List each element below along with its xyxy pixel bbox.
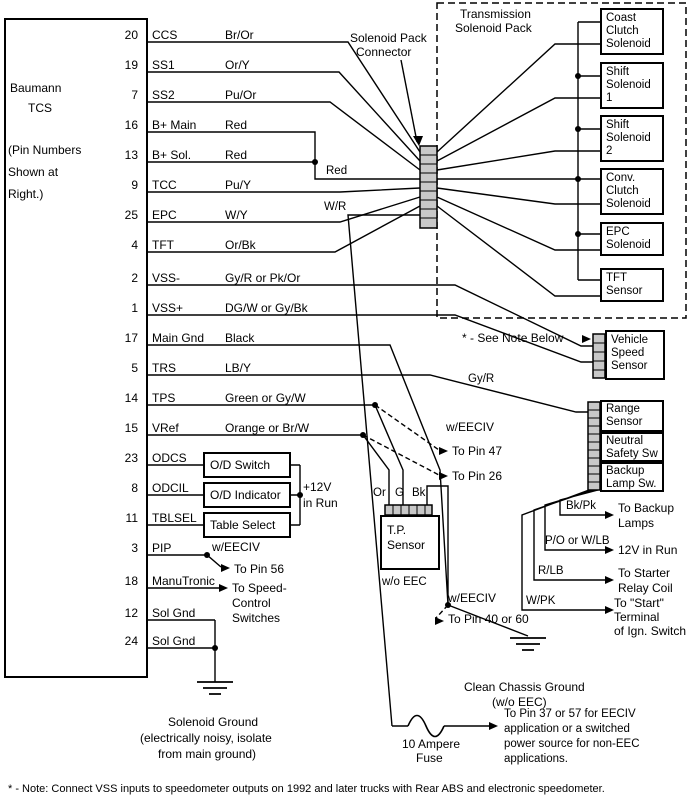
unit-line: Sensor [387, 538, 426, 552]
pin-label: PIP [152, 541, 172, 555]
backup-lamps-dest: Lamps [618, 516, 655, 530]
solenoid-ground-label: Solenoid Ground [168, 715, 259, 729]
connector-pointer-line [401, 60, 417, 142]
unit-line: Safety Sw [606, 448, 658, 460]
unit-line: Sensor [606, 285, 643, 297]
unit-line: Shift [606, 119, 630, 131]
pin-number: 8 [131, 481, 138, 495]
pin-label: ODCIL [152, 481, 189, 495]
pin37-dest: To Pin 37 or 57 for EECIV [504, 708, 636, 720]
pin-wire-color: Or/Y [225, 58, 250, 72]
pin-wires [148, 42, 420, 252]
wire-tag-g: G [395, 487, 404, 499]
v12-in-run-dest: 12V in Run [618, 543, 678, 557]
unit-line: Shift [606, 66, 630, 78]
tp-sensor-note: w/o EEC [382, 576, 427, 588]
solenoid-ground-label: from main ground) [158, 747, 257, 761]
wire-tag-gyr: Gy/R [468, 373, 495, 385]
pin-wire-color: Pu/Or [225, 88, 257, 102]
pin-number: 9 [131, 178, 138, 192]
pin-number: 7 [131, 88, 138, 102]
manutronic-dest: To Speed- [232, 581, 287, 595]
wire-tag-rlb: R/LB [538, 565, 564, 577]
enclosure-title: Transmission [460, 7, 531, 21]
starter-relay-dest: Relay Coil [618, 581, 673, 595]
pin-wire-color: Red [225, 148, 248, 162]
in-run-label: in Run [303, 496, 338, 510]
pin-number: 14 [124, 391, 138, 405]
unit-line: Range [606, 403, 640, 415]
unit-line: Lamp Sw. [606, 478, 657, 490]
unit-line: Vehicle [611, 334, 649, 346]
solenoid-ground-label: (electrically noisy, isolate [140, 731, 272, 745]
pin-wire-color: Orange or Br/W [225, 421, 310, 435]
pin-number: 12 [124, 606, 138, 620]
tft-sensor-box [600, 268, 664, 302]
solenoid-ground-symbol [197, 682, 233, 694]
wire-tag-red: Red [326, 165, 348, 177]
pin-number: 11 [125, 511, 138, 525]
range-sensor-box [600, 400, 664, 432]
solenoid-fan-wires [437, 44, 600, 296]
pin-label: ManuTronic [152, 574, 215, 588]
pin-number: 16 [124, 118, 138, 132]
wire-tag-wr: W/R [324, 201, 347, 213]
pin-wire-color: Or/Bk [225, 238, 256, 252]
unit-line: Conv. [606, 172, 636, 184]
unit-line: Solenoid [606, 198, 651, 210]
unit-line: Speed [611, 347, 645, 359]
chassis-ground-symbol [510, 638, 546, 650]
chassis-ground-label: (w/o EEC) [492, 695, 547, 709]
pin-wire-color: LB/Y [225, 361, 252, 375]
footnote: * - Note: Connect VSS inputs to speedometer outputs on 1992 and later trucks with Rear ABS and electronic speedometer. [8, 783, 605, 795]
table-select-box [203, 512, 291, 538]
fuse-symbol [408, 716, 444, 737]
pin-label: TBLSEL [152, 511, 197, 525]
pin-label: SS1 [152, 58, 175, 72]
start-terminal-dest: Terminal [614, 610, 660, 624]
shift-solenoid-2-box [600, 115, 664, 162]
pin-wire-color: DG/W or Gy/Bk [225, 301, 308, 315]
shift-solenoid-1-box [600, 62, 664, 109]
pin-number: 4 [131, 238, 138, 252]
manutronic-dest: Control [232, 596, 271, 610]
pin-number: 5 [131, 361, 138, 375]
to-pin-26-label: To Pin 26 [452, 469, 503, 483]
pin-wire-color: W/Y [225, 208, 248, 222]
epc-solenoid-box [600, 222, 664, 256]
vss-note: * - See Note Below [462, 331, 564, 345]
wire-tag-or: Or [373, 487, 386, 499]
fuse-label: Fuse [416, 751, 443, 765]
enclosure-title: Solenoid Pack [455, 21, 532, 35]
od-switch-box [203, 452, 291, 478]
backup-lamp-switch-box [600, 462, 664, 492]
start-terminal-dest: To "Start" [614, 596, 664, 610]
od-indicator-box [203, 482, 291, 508]
unit-line: Sensor [606, 416, 643, 428]
unit-line: 2 [606, 145, 613, 157]
unit-line: Sensor [611, 360, 648, 372]
gnd-eeciv-label: w/EECIV [448, 591, 497, 605]
pin-label: CCS [152, 28, 178, 42]
pip-dest-label: To Pin 56 [234, 562, 285, 576]
manutronic-dest: Switches [232, 611, 281, 625]
pin-label: TRS [152, 361, 176, 375]
unit-line: Backup [606, 465, 645, 477]
unit-line: Clutch [606, 25, 639, 37]
controller-name: Baumann [10, 81, 62, 95]
pin-number: 24 [124, 634, 138, 648]
pin37-dest: applications. [504, 753, 568, 765]
pin-number: 18 [124, 574, 138, 588]
start-terminal-dest: of Ign. Switch [614, 624, 687, 638]
controller-note: (Pin Numbers [8, 143, 82, 157]
pin-label: B+ Main [152, 118, 197, 132]
pin-number: 13 [124, 148, 138, 162]
starter-relay-dest: To Starter [618, 566, 671, 580]
pin-label: SS2 [152, 88, 175, 102]
vss-connector-hatch [593, 334, 605, 378]
unit-line: Solenoid [606, 239, 651, 251]
wire-tag-bk: Bk [412, 487, 426, 499]
od-indicator-label: O/D Indicator [210, 488, 281, 502]
connector-label: Connector [356, 45, 412, 59]
pin-number: 2 [131, 271, 138, 285]
pip-eeciv-label: w/EECIV [212, 540, 261, 554]
unit-line: Neutral [606, 435, 644, 447]
pin37-dest: power source for non-EEC [504, 738, 640, 750]
pin-label: TPS [152, 391, 176, 405]
to-pin-40-60-label: To Pin 40 or 60 [448, 612, 529, 626]
tp-sensor-box [380, 515, 440, 570]
pin-label: Sol Gnd [152, 634, 196, 648]
pin-label: VSS- [152, 271, 181, 285]
pin-number: 25 [124, 208, 138, 222]
controller-note: Right.) [8, 187, 44, 201]
unit-line: 1 [606, 92, 613, 104]
unit-line: Solenoid [606, 79, 651, 91]
controller-note: Shown at [8, 165, 59, 179]
pin-label: EPC [152, 208, 177, 222]
wire-tag-bkpk: Bk/Pk [566, 500, 597, 512]
unit-line: Clutch [606, 185, 639, 197]
connector-label: Solenoid Pack [350, 31, 427, 45]
to-pin-47-label: To Pin 47 [452, 444, 503, 458]
pin-label: VRef [152, 421, 179, 435]
unit-line: Coast [606, 12, 637, 24]
chassis-ground-label: Clean Chassis Ground [464, 680, 585, 694]
pin-label: TCC [152, 178, 177, 192]
pin-number: 23 [124, 451, 138, 465]
pin-wire-color: Gy/R or Pk/Or [225, 271, 301, 285]
pin37-dest: application or a switched [504, 723, 630, 735]
pin-label: ODCS [152, 451, 187, 465]
fuse-label: 10 Ampere [402, 737, 461, 751]
pin-number: 20 [124, 28, 138, 42]
pin-label: VSS+ [152, 301, 184, 315]
pin-wire-color: Pu/Y [225, 178, 252, 192]
solenoid-pack-connector-hatch [420, 146, 437, 228]
pin-number: 17 [124, 331, 138, 345]
plus12v-label: +12V [303, 480, 332, 494]
pin-number: 19 [124, 58, 138, 72]
pin-label: Main Gnd [152, 331, 205, 345]
unit-line: EPC [606, 226, 630, 238]
neutral-safety-switch-box [600, 432, 664, 462]
backup-lamps-dest: To Backup [618, 501, 675, 515]
pin-wire-color: Br/Or [225, 28, 254, 42]
vehicle-speed-sensor-box [605, 330, 665, 380]
pin-label: B+ Sol. [152, 148, 192, 162]
pin-wire-color: Green or Gy/W [225, 391, 306, 405]
wire-tag-po-wlb: P/O or W/LB [545, 535, 610, 547]
pin-label: Sol Gnd [152, 606, 196, 620]
conv-clutch-solenoid-box [600, 168, 664, 215]
unit-line: Solenoid [606, 38, 651, 50]
wire-tag-wpk: W/PK [526, 595, 556, 607]
coast-clutch-solenoid-box [600, 8, 664, 55]
pin-number: 15 [124, 421, 138, 435]
od-switch-label: O/D Switch [210, 458, 271, 472]
tp-connector-hatch [385, 505, 432, 515]
pin-wire-color: Black [225, 331, 255, 345]
tps-eeciv-label: w/EECIV [446, 420, 495, 434]
pin-wire-color: Red [225, 118, 248, 132]
pin-label: TFT [152, 238, 174, 252]
table-select-label: Table Select [210, 518, 276, 532]
unit-line: TFT [606, 272, 628, 284]
range-connector-hatch [588, 402, 600, 490]
unit-line: Solenoid [606, 132, 651, 144]
unit-line: T.P. [387, 523, 407, 537]
pin-number: 1 [131, 301, 138, 315]
controller-model: TCS [28, 101, 52, 115]
pin-number: 3 [131, 541, 138, 555]
